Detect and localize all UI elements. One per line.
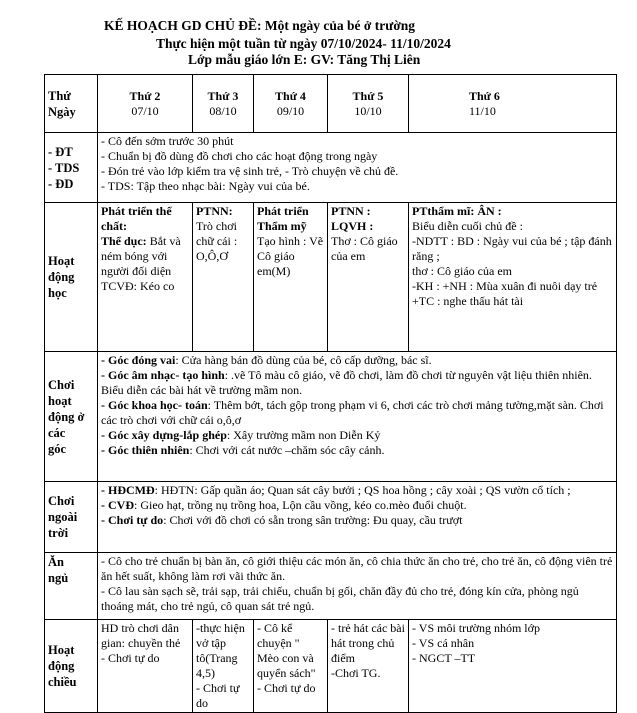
day-header <box>98 75 193 133</box>
day-header <box>193 75 254 133</box>
outdoor-item: - CVĐ: Gieo hạt, trồng nụ trồng hoa, Lộn cầu vồng, kéo co.mèo đuổi chuột. <box>101 498 467 512</box>
corner-label: Thứ Ngày <box>45 75 98 133</box>
plan-class: Lớp mẫu giáo lớn E: GV: Tăng Thị Liên <box>188 52 421 67</box>
corners-row <box>45 352 617 482</box>
corner-item: - Góc đóng vai: Cửa hàng bán đồ dùng của bé, cô cấp dưỡng, bác sĩ. <box>101 353 432 367</box>
day-name: Thứ 3 <box>207 88 239 103</box>
learning-body: Biểu diễn cuối chủ đề : -NDTT : BD : Ngày vui của bé ; tập đánh răng ; thơ : Cô giáo của em -KH : +NH : Mùa xuân đi nuôi dạy trẻ +TC : nghe thấu hát tài <box>412 219 612 308</box>
welcome-label: - ĐT - TDS - ĐD <box>45 133 98 203</box>
corner-item: - Góc thiên nhiên: Chơi với cát nước –chăm sóc cây cảnh. <box>101 443 385 457</box>
afternoon-label: Hoạt động chiều <box>45 620 98 713</box>
learning-title: PTNN : LQVH : <box>331 204 374 233</box>
welcome-line: - TDS: Tập theo nhạc bài: Ngày vui của bé. <box>101 179 310 193</box>
day-date: 11/10 <box>469 103 496 118</box>
day-name: Thứ 5 <box>352 88 384 103</box>
learning-title: Phát triển thể chất: <box>101 204 172 233</box>
day-name: Thứ 6 <box>469 88 500 103</box>
day-date: 10/10 <box>354 103 382 118</box>
plan-week: Thực hiện một tuần từ ngày 07/10/2024- 11/10/2024 <box>156 36 451 51</box>
learning-body: Thể dục: Bắt và ném bóng với người đối diện TCVĐ: Kéo co <box>101 234 181 293</box>
day-header <box>409 75 617 133</box>
weekly-plan-table <box>44 74 617 713</box>
learning-label: Hoạt động học <box>45 203 98 352</box>
corners-label: Chơi hoạt động ở các góc <box>45 352 98 482</box>
meal-line: - Cô lau sàn sạch sẽ, trải sạp, trải chiếu, chuẩn bị gối, chăn đầy đủ cho trẻ, đóng kín cửa, phòng ngủ thoáng mát, cho trẻ ngủ, cô quan sát trẻ ngủ. <box>101 584 579 613</box>
welcome-line: - Cô đến sớm trước 30 phút <box>101 134 234 148</box>
meal-label: Ăn ngủ <box>45 553 98 620</box>
days-header-row <box>45 75 617 133</box>
day-header <box>254 75 328 133</box>
learning-body: Trò chơi chữ cái : O,Ô,Ơ <box>196 219 238 263</box>
afternoon-row <box>45 620 617 713</box>
welcome-row <box>45 133 617 203</box>
meal-content <box>98 553 617 620</box>
corners-content <box>98 352 617 482</box>
afternoon-cell-mon: HD trò chơi dân gian: chuyền thẻ - Chơi tự do <box>98 620 193 713</box>
welcome-line: - Chuẩn bị đồ dùng đồ chơi cho các hoạt động trong ngày <box>101 149 378 163</box>
learning-cell-wed <box>254 203 328 352</box>
afternoon-cell-thu: - trẻ hát các bài hát trong chủ điểm -Chơi TG. <box>328 620 409 713</box>
learning-title: Phát triển Thẩm mỹ <box>257 204 309 233</box>
learning-cell-tue <box>193 203 254 352</box>
outdoor-label: Chơi ngoài trời <box>45 482 98 553</box>
plan-title: KẾ HOẠCH GD CHỦ ĐỀ: Một ngày của bé ở trường <box>104 18 416 33</box>
learning-cell-thu <box>328 203 409 352</box>
learning-title: PTthẩm mĩ: ÂN : <box>412 204 502 218</box>
corner-item: - Góc âm nhạc- tạo hình: .vẽ Tô màu cô giáo, vẽ đồ chơi, làm đồ chơi từ nguyên vật liệu thiên nhiên. Biểu diễn các bài hát về trường mầm non. <box>101 368 592 397</box>
learning-title: PTNN: <box>196 204 233 218</box>
afternoon-cell-wed: - Cô kể chuyện " Mèo con và quyển sách" - Chơi tự do <box>254 620 328 713</box>
outdoor-row <box>45 482 617 553</box>
day-name: Thứ 4 <box>275 88 306 103</box>
outdoor-content <box>98 482 617 553</box>
day-date: 08/10 <box>209 103 237 118</box>
welcome-line: - Đón trẻ vào lớp kiểm tra vệ sinh trẻ, - Trò chuyện về chủ đề. <box>101 164 399 178</box>
corner-item: - Góc khoa học- toán: Thêm bớt, tách gộp trong phạm vi 6, chơi các trò chơi mảng tường,mặt sàn. Chơi các trò chơi với chữ cái o,ô,ơ <box>101 398 604 427</box>
outdoor-item: - Chơi tự do: Chơi với đồ chơi có sẵn trong sân trường: Đu quay, cầu trượt <box>101 513 463 527</box>
welcome-content <box>98 133 617 203</box>
learning-cell-fri <box>409 203 617 352</box>
learning-row <box>45 203 617 352</box>
learning-body: Tạo hình : Vẽ Cô giáo em(M) <box>257 234 324 278</box>
corner-item: - Góc xây dựng-lắp ghép: Xây trường mầm non Diễn Kỷ <box>101 428 381 442</box>
meal-row <box>45 553 617 620</box>
day-header <box>328 75 409 133</box>
day-date: 07/10 <box>131 103 159 118</box>
afternoon-cell-fri: - VS môi trường nhóm lớp - VS cá nhân - NGCT –TT <box>409 620 617 713</box>
learning-cell-mon <box>98 203 193 352</box>
meal-line: - Cô cho trẻ chuẩn bị bàn ăn, cô giới thiệu các món ăn, cô chia thức ăn cho trẻ, cho trẻ ăn, cô động viên trẻ ăn hết suất, không làm rơi vãi thức ăn. <box>101 554 613 583</box>
afternoon-cell-tue: -thực hiện vở tập tô(Trang 4,5) - Chơi tự do <box>193 620 254 713</box>
outdoor-item: - HĐCMĐ: HĐTN: Gấp quần áo; Quan sát cây bưởi ; QS hoa hồng ; cây xoài ; QS vườn cổ tích ; <box>101 483 571 497</box>
day-date: 09/10 <box>276 103 305 118</box>
learning-body: Thơ : Cô giáo của em <box>331 234 398 263</box>
day-name: Thứ 2 <box>129 88 161 103</box>
